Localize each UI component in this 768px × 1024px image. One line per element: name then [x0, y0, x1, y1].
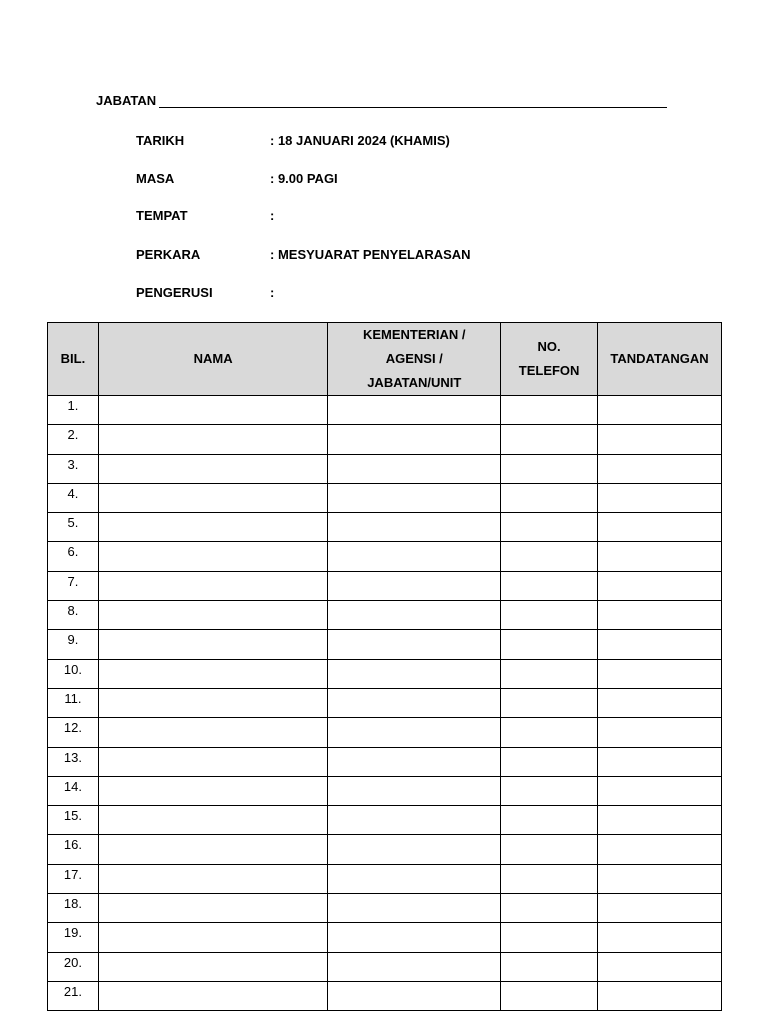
kementerian-cell[interactable]: [328, 688, 501, 717]
row-number: 14.: [48, 776, 99, 805]
telefon-cell[interactable]: [501, 454, 598, 483]
jabatan-label: JABATAN: [96, 93, 157, 108]
column-header-label: KEMENTERIAN / AGENSI / JABATAN/UNIT: [362, 327, 466, 390]
info-label: PERKARA: [136, 247, 201, 262]
row-number: 18.: [48, 894, 99, 923]
table-row: [48, 630, 722, 659]
row-number: 16.: [48, 835, 99, 864]
nama-cell[interactable]: [98, 835, 327, 864]
kementerian-cell[interactable]: [328, 454, 501, 483]
row-number: 21.: [48, 981, 99, 1010]
telefon-cell[interactable]: [501, 513, 598, 542]
telefon-cell[interactable]: [501, 952, 598, 981]
info-label: MASA: [136, 171, 175, 186]
row-number: 8.: [48, 601, 99, 630]
telefon-cell[interactable]: [501, 425, 598, 454]
nama-cell[interactable]: [98, 923, 327, 952]
col-header-kementerian: [328, 323, 501, 396]
nama-cell[interactable]: [98, 542, 327, 571]
row-number: 20.: [48, 952, 99, 981]
kementerian-cell[interactable]: [328, 425, 501, 454]
info-label: PENGERUSI: [136, 285, 213, 300]
row-number: 9.: [48, 630, 99, 659]
tandatangan-cell[interactable]: [598, 894, 722, 923]
tandatangan-cell[interactable]: [598, 981, 722, 1010]
nama-cell[interactable]: [98, 747, 327, 776]
row-number: 12.: [48, 718, 99, 747]
table-row: [48, 688, 722, 717]
column-header-label: NO. TELEFON: [518, 339, 580, 378]
info-value: : 18 JANUARI 2024 (KHAMIS): [270, 133, 450, 148]
tandatangan-cell[interactable]: [598, 659, 722, 688]
telefon-cell[interactable]: [501, 806, 598, 835]
telefon-cell[interactable]: [501, 630, 598, 659]
nama-cell[interactable]: [98, 981, 327, 1010]
telefon-cell[interactable]: [501, 483, 598, 512]
nama-cell[interactable]: [98, 571, 327, 600]
telefon-cell[interactable]: [501, 688, 598, 717]
tandatangan-cell[interactable]: [598, 571, 722, 600]
telefon-cell[interactable]: [501, 542, 598, 571]
kementerian-cell[interactable]: [328, 659, 501, 688]
nama-cell[interactable]: [98, 454, 327, 483]
col-header-nama: [98, 323, 327, 396]
tandatangan-cell[interactable]: [598, 835, 722, 864]
table-row: [48, 659, 722, 688]
tandatangan-cell[interactable]: [598, 630, 722, 659]
table-row: [48, 542, 722, 571]
table-body: [48, 396, 722, 1011]
info-value: :: [270, 208, 275, 223]
info-row: [136, 133, 450, 148]
row-number: 3.: [48, 454, 99, 483]
nama-cell[interactable]: [98, 630, 327, 659]
column-header-label: NAMA: [193, 351, 233, 366]
table-row: [48, 981, 722, 1010]
telefon-cell[interactable]: [501, 396, 598, 425]
table-row: [48, 894, 722, 923]
nama-cell[interactable]: [98, 688, 327, 717]
table-row: [48, 923, 722, 952]
row-number: 2.: [48, 425, 99, 454]
row-number: 11.: [48, 688, 99, 717]
table-row: [48, 864, 722, 893]
nama-cell[interactable]: [98, 396, 327, 425]
info-label: TEMPAT: [136, 208, 188, 223]
table-row: [48, 601, 722, 630]
table-row: [48, 835, 722, 864]
tandatangan-cell[interactable]: [598, 601, 722, 630]
kementerian-cell[interactable]: [328, 513, 501, 542]
tandatangan-cell[interactable]: [598, 864, 722, 893]
kementerian-cell[interactable]: [328, 718, 501, 747]
row-number: 10.: [48, 659, 99, 688]
kementerian-cell[interactable]: [328, 542, 501, 571]
telefon-cell[interactable]: [501, 776, 598, 805]
nama-cell[interactable]: [98, 659, 327, 688]
kementerian-cell[interactable]: [328, 776, 501, 805]
nama-cell[interactable]: [98, 806, 327, 835]
kementerian-cell[interactable]: [328, 981, 501, 1010]
jabatan-blank-line[interactable]: [159, 93, 667, 108]
tandatangan-cell[interactable]: [598, 747, 722, 776]
telefon-cell[interactable]: [501, 894, 598, 923]
telefon-cell[interactable]: [501, 981, 598, 1010]
table-row: [48, 571, 722, 600]
kementerian-cell[interactable]: [328, 396, 501, 425]
table-row: [48, 747, 722, 776]
table-row: [48, 776, 722, 805]
table-header-row: [48, 323, 722, 396]
tandatangan-cell[interactable]: [598, 776, 722, 805]
info-row: [136, 171, 338, 186]
telefon-cell[interactable]: [501, 747, 598, 776]
nama-cell[interactable]: [98, 952, 327, 981]
table-row: [48, 396, 722, 425]
row-number: 15.: [48, 806, 99, 835]
nama-cell[interactable]: [98, 513, 327, 542]
nama-cell[interactable]: [98, 425, 327, 454]
table-row: [48, 513, 722, 542]
tandatangan-cell[interactable]: [598, 688, 722, 717]
tandatangan-cell[interactable]: [598, 513, 722, 542]
kementerian-cell[interactable]: [328, 747, 501, 776]
info-label: TARIKH: [136, 133, 185, 148]
tandatangan-cell[interactable]: [598, 806, 722, 835]
table-row: [48, 454, 722, 483]
info-row: [136, 247, 471, 262]
kementerian-cell[interactable]: [328, 864, 501, 893]
tandatangan-cell[interactable]: [598, 396, 722, 425]
kementerian-cell[interactable]: [328, 571, 501, 600]
kementerian-cell[interactable]: [328, 483, 501, 512]
tandatangan-cell[interactable]: [598, 425, 722, 454]
nama-cell[interactable]: [98, 894, 327, 923]
info-row: [136, 285, 274, 300]
telefon-cell[interactable]: [501, 571, 598, 600]
row-number: 19.: [48, 923, 99, 952]
row-number: 6.: [48, 542, 99, 571]
telefon-cell[interactable]: [501, 718, 598, 747]
kementerian-cell[interactable]: [328, 923, 501, 952]
kementerian-cell[interactable]: [328, 952, 501, 981]
tandatangan-cell[interactable]: [598, 718, 722, 747]
row-number: 5.: [48, 513, 99, 542]
tandatangan-cell[interactable]: [598, 923, 722, 952]
kementerian-cell[interactable]: [328, 806, 501, 835]
attendance-table: [47, 322, 722, 1011]
telefon-cell[interactable]: [501, 835, 598, 864]
telefon-cell[interactable]: [501, 864, 598, 893]
info-row: [136, 208, 274, 223]
tandatangan-cell[interactable]: [598, 483, 722, 512]
telefon-cell[interactable]: [501, 601, 598, 630]
jabatan-field: [96, 93, 667, 108]
table-row: [48, 483, 722, 512]
column-header-label: TANDATANGAN: [610, 351, 709, 366]
nama-cell[interactable]: [98, 776, 327, 805]
tandatangan-cell[interactable]: [598, 952, 722, 981]
table-row: [48, 425, 722, 454]
row-number: 13.: [48, 747, 99, 776]
kementerian-cell[interactable]: [328, 835, 501, 864]
kementerian-cell[interactable]: [328, 601, 501, 630]
nama-cell[interactable]: [98, 718, 327, 747]
col-header-tandatangan: [598, 323, 722, 396]
row-number: 17.: [48, 864, 99, 893]
nama-cell[interactable]: [98, 864, 327, 893]
row-number: 4.: [48, 483, 99, 512]
tandatangan-cell[interactable]: [598, 454, 722, 483]
row-number: 7.: [48, 571, 99, 600]
telefon-cell[interactable]: [501, 659, 598, 688]
info-value: : MESYUARAT PENYELARASAN: [270, 247, 471, 262]
table-row: [48, 806, 722, 835]
telefon-cell[interactable]: [501, 923, 598, 952]
col-header-bil: [48, 323, 99, 396]
kementerian-cell[interactable]: [328, 894, 501, 923]
nama-cell[interactable]: [98, 483, 327, 512]
col-header-telefon: [501, 323, 598, 396]
info-value: : 9.00 PAGI: [270, 171, 338, 186]
tandatangan-cell[interactable]: [598, 542, 722, 571]
info-value: :: [270, 285, 275, 300]
row-number: 1.: [48, 396, 99, 425]
nama-cell[interactable]: [98, 601, 327, 630]
column-header-label: BIL.: [60, 351, 86, 366]
table-row: [48, 952, 722, 981]
table-row: [48, 718, 722, 747]
kementerian-cell[interactable]: [328, 630, 501, 659]
